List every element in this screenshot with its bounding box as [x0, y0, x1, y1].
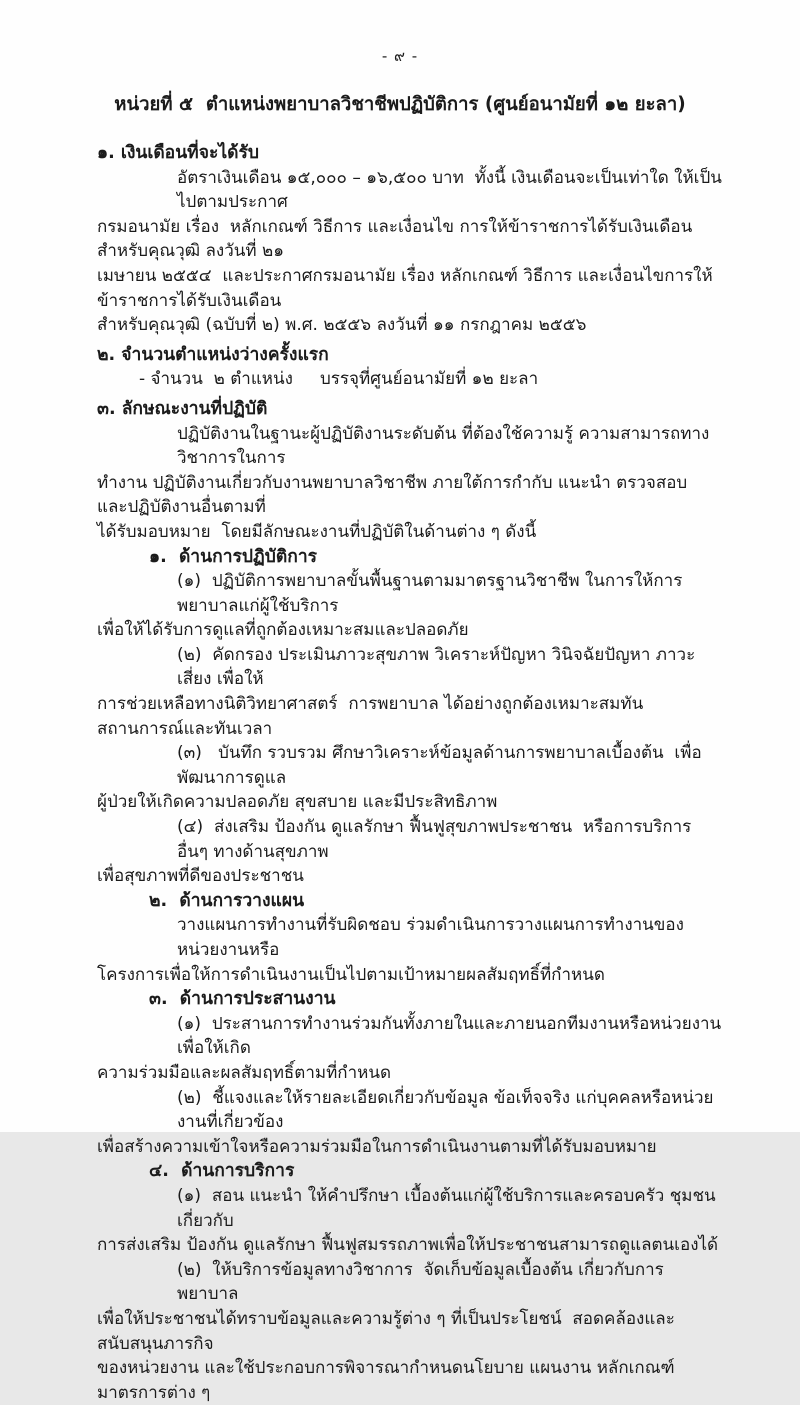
text-line: เพื่อให้ได้รับการดูแลที่ถูกต้องเหมาะสมและปลอดภัย: [97, 620, 469, 641]
page-number: - ๙ -: [381, 47, 419, 65]
text-line: การช่วยเหลือทางนิติวิทยาศาสตร์ การพยาบาล ได้อย่างถูกต้องเหมาะสมทันสถานการณ์และทันเวลา: [97, 694, 644, 739]
text-line: เพื่อให้ประชาชนได้ทราบข้อมูลและความรู้ต่าง ๆ ที่เป็นประโยชน์ สอดคล้องและสนับสนุนภารกิจ: [97, 1308, 675, 1354]
text-line: เพื่อสร้างความเข้าใจหรือความร่วมมือในการดำเนินงานตามที่ได้รับมอบหมาย: [97, 1136, 657, 1157]
section-heading: ๓. ลักษณะงานที่ปฏิบัติ: [97, 398, 268, 419]
text-line: (๑) สอน แนะนำ ให้คำปรึกษา เบื้องต้นแก่ผู้ใช้บริการและครอบครัว ชุมชน เกี่ยวกับ: [177, 1185, 722, 1231]
page-title: หน่วยที่ ๕ ตำแหน่งพยาบาลวิชาชีพปฏิบัติการ (ศูนย์อนามัยที่ ๑๒ ยะลา): [114, 94, 686, 115]
text-line: โครงการเพื่อให้การดำเนินงานเป็นไปตามเป้าหมายผลสัมฤทธิ์ที่กำหนด: [97, 964, 605, 985]
text-line: ของหน่วยงาน และใช้ประกอบการพิจารณากำหนดนโยบาย แผนงาน หลักเกณฑ์ มาตรการต่าง ๆ: [97, 1358, 680, 1403]
section-heading: ๑. เงินเดือนที่จะได้รับ: [97, 143, 260, 163]
text-line: อัตราเงินเดือน ๑๕,๐๐๐ – ๑๖,๕๐๐ บาท ทั้งนี้ เงินเดือนจะเป็นเท่าใด ให้เป็นไปตามประกาศ: [177, 167, 722, 213]
text-line: ผู้ป่วยให้เกิดความปลอดภัย สุขสบาย และมีประสิทธิภาพ: [97, 792, 498, 813]
text-line: (๒) ให้บริการข้อมูลทางวิชาการ จัดเก็บข้อมูลเบื้องต้น เกี่ยวกับการพยาบาล: [177, 1259, 664, 1305]
text-line: (๔) ส่งเสริม ป้องกัน ดูแลรักษา ฟื้นฟูสุขภาพประชาชน หรือการบริการอื่นๆ ทางด้านสุขภาพ: [177, 817, 692, 862]
text-line: ปฏิบัติงานในฐานะผู้ปฏิบัติงานระดับต้น ที่ต้องใช้ความรู้ ความสามารถทางวิชาการในการ: [177, 423, 710, 469]
text-line: - จำนวน ๒ ตำแหน่ง บรรจุที่ศูนย์อนามัยที่ ๑๒ ยะลา: [139, 369, 539, 390]
text-line: กรมอนามัย เรื่อง หลักเกณฑ์ วิธีการ และเงื่อนไข การให้ข้าราชการได้รับเงินเดือนสำหรับคุณวุฒิ ลงวันที่ ๒๑: [97, 216, 693, 262]
text-line: (๓) บันทึก รวบรวม ศึกษาวิเคราะห์ข้อมูลด้านการพยาบาลเบื้องต้น เพื่อพัฒนาการดูแล: [177, 743, 702, 788]
text-line: (๒) คัดกรอง ประเมินภาวะสุขภาพ วิเคราะห์ปัญหา วินิจฉัยปัญหา ภาวะเสี่ยง เพื่อให้: [177, 644, 696, 690]
text-line: การส่งเสริม ป้องกัน ดูแลรักษา ฟื้นฟูสมรรถภาพเพื่อให้ประชาชนสามารถดูแลตนเองได้: [97, 1235, 719, 1256]
text-line: เมษายน ๒๕๕๔ และประกาศกรมอนามัย เรื่อง หลักเกณฑ์ วิธีการ และเงื่อนไขการให้ข้าราชการได้รับเงินเดือน: [97, 265, 713, 311]
sub-heading: ๑. ด้านการปฏิบัติการ: [149, 546, 318, 567]
text-line: (๑) ปฏิบัติการพยาบาลขั้นพื้นฐานตามมาตรฐานวิชาชีพ ในการให้การพยาบาลแก่ผู้ใช้บริการ: [177, 571, 683, 616]
section-heading: ๒. จำนวนตำแหน่งว่างครั้งแรก: [97, 344, 329, 365]
text-line: ความร่วมมือและผลสัมฤทธิ์ตามที่กำหนด: [97, 1062, 392, 1083]
sub-heading: ๓. ด้านการประสานงาน: [149, 989, 336, 1010]
document-body: [97, 141, 727, 1405]
text-line: ทำงาน ปฏิบัติงานเกี่ยวกับงานพยาบาลวิชาชีพ ภายใต้การกำกับ แนะนำ ตรวจสอบ และปฏิบัติงานอื่นตามที่: [97, 472, 693, 518]
text-line: สำหรับคุณวุฒิ (ฉบับที่ ๒) พ.ศ. ๒๕๕๖ ลงวันที่ ๑๑ กรกฎาคม ๒๕๕๖: [97, 315, 587, 336]
sub-heading: ๒. ด้านการวางแผน: [149, 890, 305, 911]
text-line: (๑) ประสานการทำงานร่วมกันทั้งภายในและภายนอกทีมงานหรือหน่วยงาน เพื่อให้เกิด: [177, 1013, 727, 1059]
text-line: เพื่อสุขภาพที่ดีของประชาชน: [97, 866, 304, 887]
sub-heading: ๔. ด้านการบริการ: [149, 1161, 295, 1182]
text-line: ได้รับมอบหมาย โดยมีลักษณะงานที่ปฏิบัติในด้านต่าง ๆ ดังนี้: [97, 521, 537, 542]
text-line: วางแผนการทำงานที่รับผิดชอบ ร่วมดำเนินการวางแผนการทำงานของหน่วยงานหรือ: [177, 915, 684, 960]
text-line: (๒) ชี้แจงและให้รายละเอียดเกี่ยวกับข้อมูล ข้อเท็จจริง แก่บุคคลหรือหน่วยงานที่เกี่ยวข้อง: [177, 1087, 714, 1133]
